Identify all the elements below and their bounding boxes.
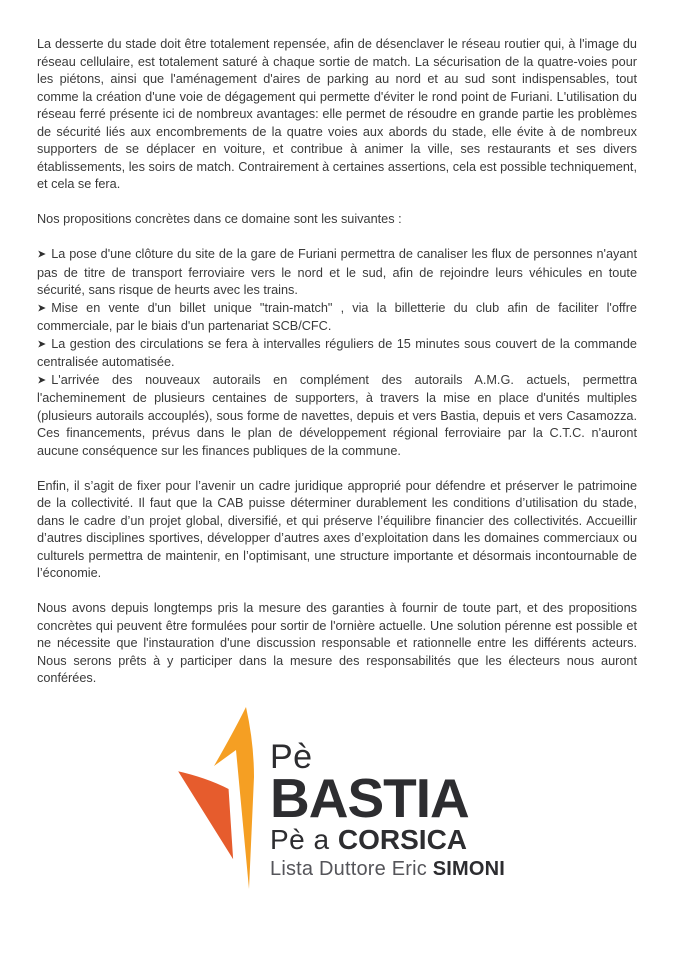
logo-word-bastia: BASTIA [270,767,469,829]
list-item [37,372,637,461]
paragraph-conclusion: Nous avons depuis longtemps pris la mesure des garanties à fournir de toute part, et des propositions concrètes qui peuvent être formulées pour sortir de l'ornière actuelle. Une solution pérenne est possible et ne nécessite que l'instauration d'une discussion responsable et rationnelle entre les différents acteurs. Nous serons prêts à y participer dans la mesure des responsabilités que les électeurs nous auront conférées. [37,601,637,685]
flame-checkmark-logo-icon [165,705,257,895]
paragraph-cadre-juridique: Enfin, il s’agit de fixer pour l’avenir un cadre juridique approprié pour défendre et préserver le patrimoine de la collectivité. Il faut que la CAB puisse déterminer durablement les conditions d’utilisation du stade, dans le cadre d’un projet global, diversifié, et qui préserve l’équilibre financier des collectivités. Accueillir d’autres disciplines sportives, développer d’autres axes d’exploitation dans les domaines commerciaux ou culturels permettra de maintenir, en l’optimisant, une structure importante et désormais incontournable de l’économie. [37,478,637,580]
logo-word-pe: Pè [270,738,313,776]
logo-simoni-text: SIMONI [432,858,506,880]
paragraph-intro-propositions: Nos propositions concrètes dans ce domaine sont les suivantes : [37,212,402,226]
list-item-text: Mise en vente d'un billet unique "train-match" , via la billetterie du club afin de faciliter l'offre commerciale, par le biais d'un partenariat SCB/CFC. [37,300,637,333]
arrow-bullet-icon: ➤ [37,374,47,386]
list-item-text: La pose d'une clôture du site de la gare de Furiani permettra de canaliser les flux de personnes n'ayant pas de titre de transport ferroviaire vers le nord et le sud, afin de rejoindre leurs véhicules en toute sécurité, sans risque de heurts avec les trains. [37,247,637,297]
logo-dark-orange-shape [175,769,235,865]
logo-line-pe-a-corsica [270,823,505,856]
arrow-bullet-icon: ➤ [37,302,47,314]
list-item [37,246,637,300]
arrow-bullet-icon: ➤ [37,248,47,261]
list-item-text: L'arrivée des nouveaux autorails en complément des autorails A.M.G. actuels, permettra l'acheminement de plusieurs centaines de supporters, à travers la mise en place d'unités multiples (plusieurs autorails accouplés), sous forme de navettes, depuis et vers Bastia, depuis et vers Casamozza. Ces financements, prévus dans le plan de développement régional ferroviaire par la C.T.C. n'auront aucune conséquence sur les finances publiques de la commune. [37,372,637,458]
logo-lista-text: Lista Duttore Eric [270,858,433,880]
logo-corsica-text: CORSICA [337,824,468,855]
list-item-text: La gestion des circulations se fera à intervalles réguliers de 15 minutes sous couvert de la commande centralisée automatisée. [37,336,637,369]
pe-bastia-logo [165,705,637,895]
propositions-list [37,246,637,460]
list-item [37,300,637,336]
logo-pe-a-text: Pè a [270,824,338,855]
logo-line-lista-duttore [270,856,505,882]
document-body [37,36,637,688]
logo-text-block [257,705,505,882]
arrow-bullet-icon: ➤ [37,338,47,350]
paragraph-stade: La desserte du stade doit être totalement repensée, afin de désenclaver le réseau routier qui, à l'image du réseau cellulaire, est totalement saturé à chaque sortie de match. La sécurisation de la quatre-voies pour les piétons, ainsi que l'aménagement d'aires de parking au nord et au sud sont indispensables, tout comme la création d'une voie de dégagement qui permette d'éviter le rond point de Furiani. L'utilisation du réseau ferré présente ici de nombreux avantages: elle permet de résoudre en grande partie les problèmes de sécurité liés aux encombrements de la quatre voies aux abords du stade, elle évite à de nombreux supporters de se déplacer en voiture, et contribue à animer la ville, ses restaurants et ses divers établissements, les soirs de match. Contrairement à certaines assertions, cela est possible techniquement, et cela se fera. [37,37,637,191]
list-item [37,336,637,372]
